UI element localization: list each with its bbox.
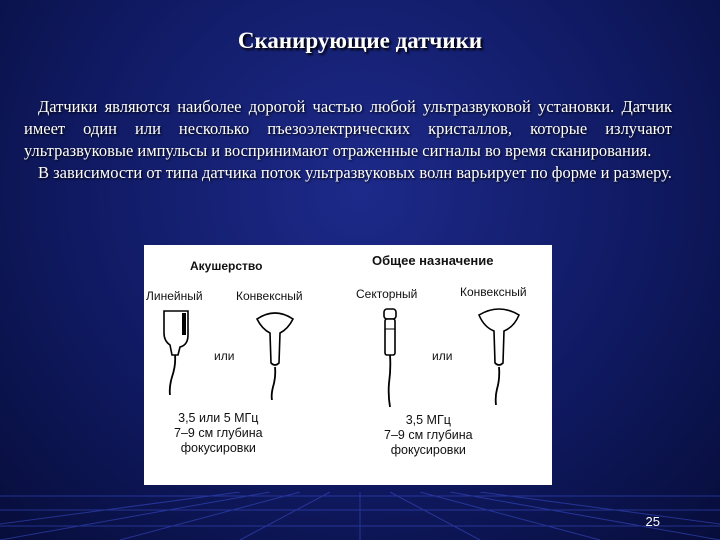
obstetrics-specs bbox=[174, 411, 263, 456]
slide-title: Сканирующие датчики bbox=[237, 28, 483, 53]
convex-probe-icon-right bbox=[474, 301, 524, 405]
obstetrics-heading: Акушерство bbox=[190, 259, 263, 273]
linear-probe-label: Линейный bbox=[146, 289, 203, 303]
general-frequency: 3,5 МГц bbox=[405, 413, 451, 427]
sector-probe-icon bbox=[378, 307, 402, 407]
slide-body bbox=[24, 96, 672, 184]
obstetrics-frequency: 3,5 или 5 МГц bbox=[178, 411, 259, 425]
general-focus: фокусировки bbox=[390, 443, 466, 457]
general-purpose-heading: Общее назначение bbox=[372, 253, 494, 268]
convex-probe-label-left: Конвексный bbox=[236, 289, 303, 303]
probe-types-figure bbox=[144, 245, 552, 485]
convex-probe-label-right: Конвексный bbox=[460, 285, 527, 299]
obstetrics-depth: 7–9 см глубина bbox=[174, 426, 263, 440]
or-label-right: или bbox=[432, 349, 453, 363]
obstetrics-focus: фокусировки bbox=[180, 441, 256, 455]
sector-probe-label: Секторный bbox=[356, 287, 418, 301]
convex-probe-icon-left bbox=[252, 305, 298, 400]
paragraph-2: В зависимости от типа датчика поток ультразвуковых волн варьирует по форме и размеру. bbox=[38, 163, 672, 182]
general-purpose-specs bbox=[384, 413, 473, 458]
or-label-left: или bbox=[214, 349, 235, 363]
linear-probe-icon bbox=[156, 305, 196, 395]
page-number: 25 bbox=[645, 514, 660, 529]
paragraph-1: Датчики являются наиболее дорогой частью любой ультразвуковой установки. Датчик имеет один или несколько пъезоэлектрических кристаллов, которые излучают ультразвуковые импульсы и воспринимают отраженные сигналы во время сканирования. bbox=[24, 97, 672, 160]
perspective-grid bbox=[0, 492, 720, 540]
general-depth: 7–9 см глубина bbox=[384, 428, 473, 442]
